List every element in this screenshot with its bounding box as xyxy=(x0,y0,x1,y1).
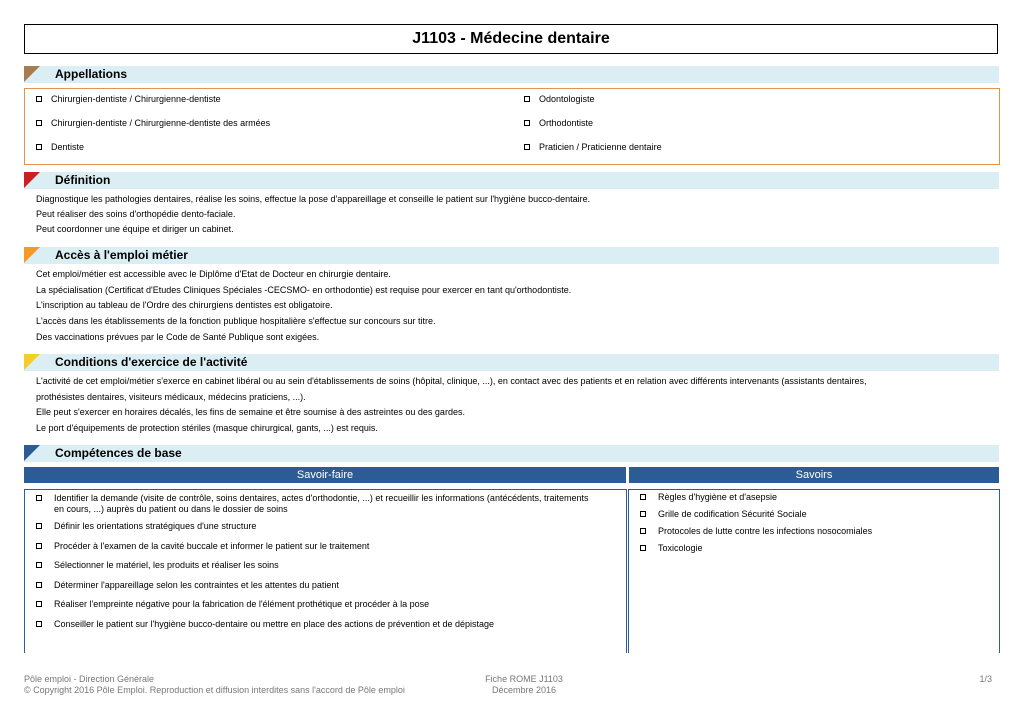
footer-date: Décembre 2016 xyxy=(491,685,557,695)
list-item: Définir les orientations stratégiques d'une structure xyxy=(36,521,596,532)
savoir-faire-column xyxy=(24,489,627,653)
triangle-icon xyxy=(24,445,40,461)
acces-line: L'accès dans les établissements de la fonction publique hospitalière s'effectue sur concours sur titre. xyxy=(36,316,436,326)
appellation-item: Odontologiste xyxy=(524,94,595,105)
triangle-icon xyxy=(24,354,40,370)
section-title: Compétences de base xyxy=(55,446,182,460)
section-header-appellations xyxy=(24,66,999,83)
appellations-box xyxy=(24,88,1000,165)
list-item: Réaliser l'empreinte négative pour la fabrication de l'élément prothétique et procéder à la pose xyxy=(36,599,596,610)
footer-org: Pôle emploi - Direction Générale xyxy=(24,674,155,684)
list-item: Sélectionner le matériel, les produits et réaliser les soins xyxy=(36,560,596,571)
checkbox-icon xyxy=(640,511,646,517)
acces-line: Des vaccinations prévues par le Code de Santé Publique sont exigées. xyxy=(36,332,320,342)
acces-line: L'inscription au tableau de l'Ordre des chirurgiens dentistes est obligatoire. xyxy=(36,300,333,310)
list-item: Protocoles de lutte contre les infections nosocomiales xyxy=(640,526,980,537)
list-item: Identifier la demande (visite de contrôle, soins dentaires, actes d'orthodontie, ...) et recueillir les informations (antécédents, traitements en cours, ...) auprès du patient ou dans le dossier de soins xyxy=(36,493,596,515)
list-item: Procéder à l'examen de la cavité buccale et informer le patient sur le traitement xyxy=(36,541,596,552)
checkbox-icon xyxy=(640,545,646,551)
definition-line: Diagnostique les pathologies dentaires, réalise les soins, effectue la pose d'appareillage et conseille le patient sur l'hygiène bucco-dentaire. xyxy=(36,194,591,204)
triangle-icon xyxy=(24,66,40,82)
conditions-line: Elle peut s'exercer en horaires décalés, les fins de semaine et être soumise à des astreintes ou des gardes. xyxy=(36,407,465,417)
page-title: J1103 - Médecine dentaire xyxy=(24,24,998,54)
conditions-line: Le port d'équipements de protection stériles (masque chirurgical, gants, ...) est requis. xyxy=(36,423,378,433)
acces-line: La spécialisation (Certificat d'Etudes Cliniques Spéciales -CECSMO- en orthodontie) est requise pour exercer en tant qu'orthodontiste. xyxy=(36,285,572,295)
acces-line: Cet emploi/métier est accessible avec le Diplôme d'Etat de Docteur en chirurgie dentaire. xyxy=(36,269,391,279)
checkbox-icon xyxy=(36,601,42,607)
appellation-item: Dentiste xyxy=(36,142,84,153)
footer-fiche: Fiche ROME J1103 xyxy=(485,674,563,684)
conditions-line: L'activité de cet emploi/métier s'exerce en cabinet libéral ou au sein d'établissements de soins (hôpital, clinique, ...), en contact avec des patients et en relation avec différents intervenants (assistants dentaires, xyxy=(36,376,867,386)
checkbox-icon xyxy=(36,144,42,150)
section-header-competences xyxy=(24,445,999,462)
list-item: Conseiller le patient sur l'hygiène bucco-dentaire ou mettre en place des actions de prévention et de dépistage xyxy=(36,619,596,630)
list-item: Toxicologie xyxy=(640,543,980,554)
footer-page-number: 1/3 xyxy=(979,674,992,684)
section-title: Conditions d'exercice de l'activité xyxy=(55,355,248,369)
checkbox-icon xyxy=(36,96,42,102)
triangle-icon xyxy=(24,247,40,263)
triangle-icon xyxy=(24,172,40,188)
checkbox-icon xyxy=(36,543,42,549)
list-item: Règles d'hygiène et d'asepsie xyxy=(640,492,980,503)
section-header-acces xyxy=(24,247,999,264)
savoirs-header: Savoirs xyxy=(629,467,999,483)
checkbox-icon xyxy=(36,582,42,588)
appellation-item: Chirurgien-dentiste / Chirurgienne-dentiste des armées xyxy=(36,118,270,129)
section-title: Accès à l'emploi métier xyxy=(55,248,188,262)
checkbox-icon xyxy=(640,494,646,500)
checkbox-icon xyxy=(36,120,42,126)
section-title: Appellations xyxy=(55,67,128,81)
checkbox-icon xyxy=(524,96,530,102)
list-item: Grille de codification Sécurité Sociale xyxy=(640,509,980,520)
appellation-item: Chirurgien-dentiste / Chirurgienne-dentiste xyxy=(36,94,221,105)
section-title: Définition xyxy=(55,173,111,187)
savoirs-column xyxy=(628,489,1000,653)
conditions-line: prothésistes dentaires, visiteurs médicaux, médecins praticiens, ...). xyxy=(36,392,306,402)
checkbox-icon xyxy=(36,495,42,501)
footer-copyright: © Copyright 2016 Pôle Emploi. Reproduction et diffusion interdites sans l'accord de Pôle emploi xyxy=(24,685,405,695)
checkbox-icon xyxy=(640,528,646,534)
list-item: Déterminer l'appareillage selon les contraintes et les attentes du patient xyxy=(36,580,596,591)
savoir-faire-header: Savoir-faire xyxy=(24,467,626,483)
checkbox-icon xyxy=(524,120,530,126)
appellation-item: Orthodontiste xyxy=(524,118,593,129)
section-header-conditions xyxy=(24,354,999,371)
definition-line: Peut coordonner une équipe et diriger un cabinet. xyxy=(36,224,234,234)
definition-line: Peut réaliser des soins d'orthopédie dento-faciale. xyxy=(36,209,236,219)
section-header-definition xyxy=(24,172,999,189)
checkbox-icon xyxy=(36,621,42,627)
appellation-item: Praticien / Praticienne dentaire xyxy=(524,142,662,153)
checkbox-icon xyxy=(36,562,42,568)
checkbox-icon xyxy=(36,523,42,529)
checkbox-icon xyxy=(524,144,530,150)
